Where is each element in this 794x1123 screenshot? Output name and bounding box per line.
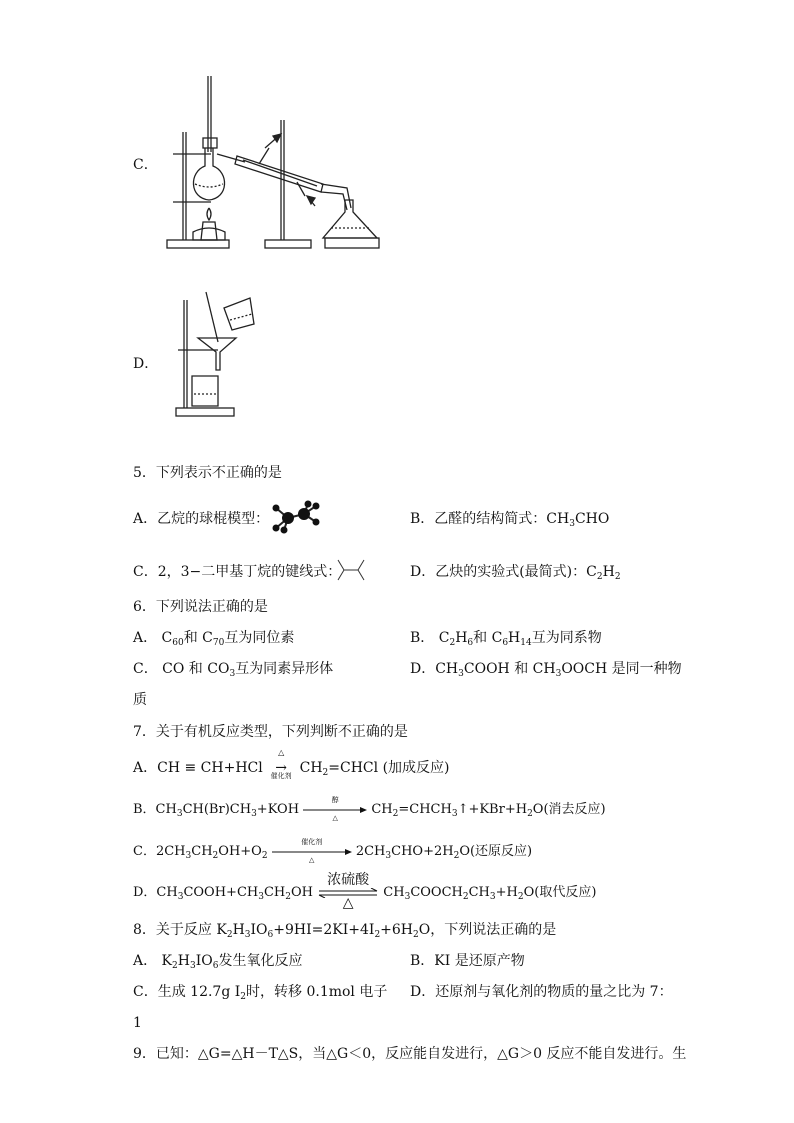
q8-stem: 8．关于反应 $K_2H_3IO_6+9HI=2KI+4I_2+6H_2O$，下列说法正确的是 [133,922,557,940]
q7-option-c: C．$2CH_3CH_2OH+O_2$ 催化剂 △ $2CH_3CHO+2H_2O$(还原反应) [133,837,533,864]
q7-option-d: D．$CH_3COOH+CH_3CH_2OH$ 浓硫酸 △ $CH_3COOCH_2CH_3+H_2O$(取代反应) [133,871,597,911]
q5-option-d: D．乙炔的实验式(最简式)：$C_2H_2$ [410,564,621,582]
q7-option-a: A．CH ≡ CH+HCl △ → 催化剂 $CH_2=CHCl$ (加成反应) [133,748,450,780]
option-c-label: C． [133,157,158,173]
q6-option-d-wrap: 质 [133,692,147,708]
q9-stem: 9．已知：△G=△H－T△S，当△G＜0，反应能自发进行，△G＞0 反应不能自发进行。生 [133,1046,687,1062]
q6-option-a: A． $C_{60}$和 $C_{70}$互为同位素 [133,630,295,648]
q6-option-b: B． $C_2H_6$和 $C_6H_{14}$互为同系物 [410,630,602,648]
q6-option-c: C． CO 和 $CO_3$互为同素异形体 [133,661,334,679]
q7-stem: 7．关于有机反应类型，下列判断不正确的是 [133,724,408,740]
q8-option-c: C．生成 12.7g $I_2$时，转移 0.1mol 电子 [133,984,388,1002]
distillation-apparatus-figure [165,72,385,254]
q7-option-b: B．$CH_3CH(Br)CH_3+KOH$ 醇 △ $CH_2=CHCH_3↑+KBr+H_2O$(消去反应) [133,795,606,822]
q5-option-a: A．乙烷的球棍模型： [133,511,270,527]
q5-option-b: B．乙醛的结构简式：$CH_3CHO$ [410,511,610,529]
q8-option-d: D．还原剂与氧化剂的物质的量之比为 7： [410,984,673,1000]
skeletal-formula-icon [336,558,366,584]
q8-option-d-wrap: 1 [133,1015,142,1031]
q5-option-c: C．2，3−二甲基丁烷的键线式： [133,564,342,580]
q5-stem: 5．下列表示不正确的是 [133,465,282,481]
ethane-ball-stick-model-icon [270,500,322,534]
filtration-apparatus-figure [172,290,258,418]
q6-stem: 6．下列说法正确的是 [133,599,268,615]
q8-option-a: A． $K_2H_3IO_6$发生氧化反应 [133,953,303,971]
q8-option-b: B．KI 是还原产物 [410,953,525,969]
q6-option-d: D．$CH_3COOH$ 和 $CH_3OOCH$ 是同一种物 [410,661,682,679]
option-d-label: D． [133,356,159,372]
